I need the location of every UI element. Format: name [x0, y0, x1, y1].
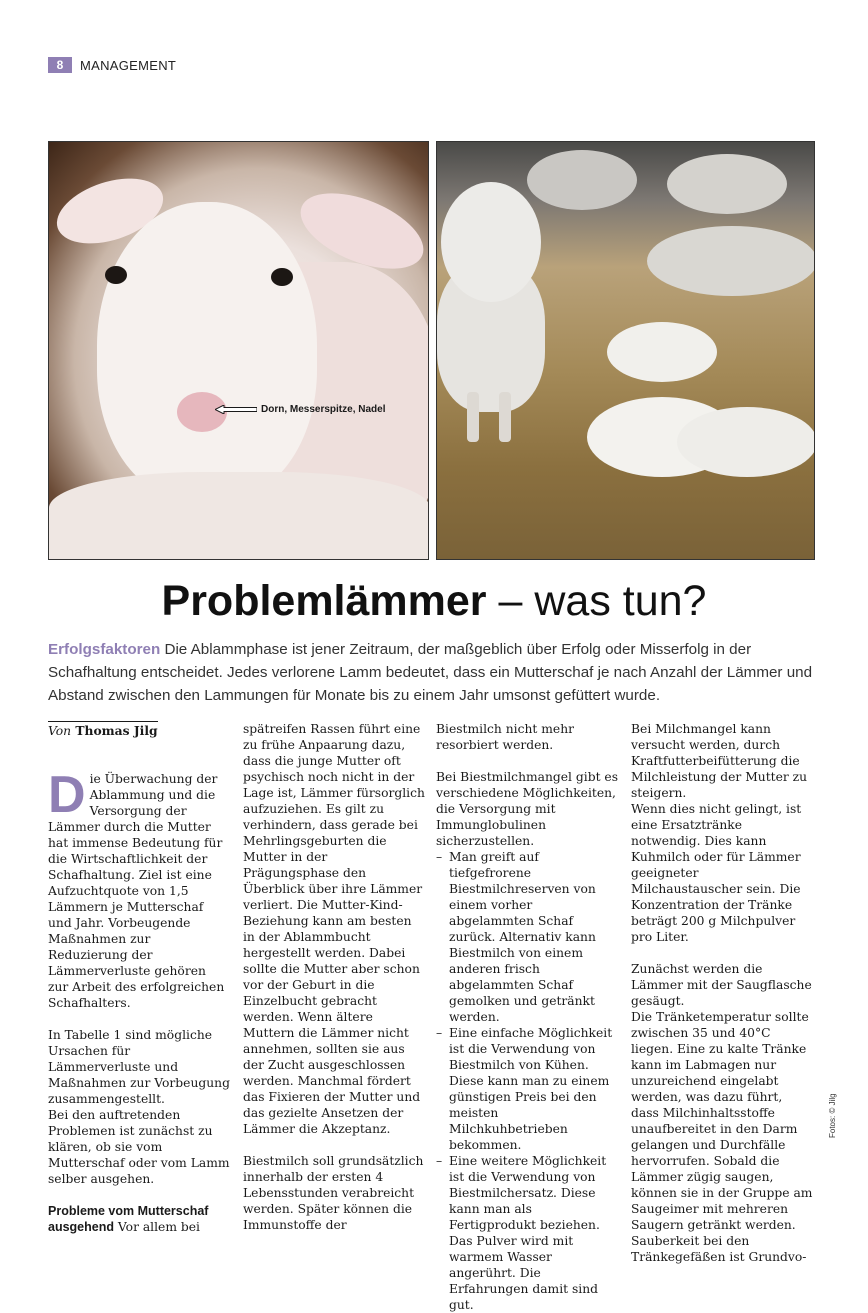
- lamb-lying-1: [607, 322, 717, 382]
- paragraph: [48, 1203, 230, 1235]
- lamb-lying-3: [677, 407, 815, 477]
- title-light: was tun?: [534, 577, 707, 625]
- lead-kicker: Erfolgsfaktoren: [48, 641, 161, 658]
- paragraph: Die Tränketemperatur sollte zwischen 35 und 40°C liegen. Eine zu kalte Tränke kann im Labmagen nur unzureichend eingelabt werden, was dazu führt, dass Milchinhaltsstoffe unaufbereitet in den Darm gelangen und Durchfälle hervorrufen. Sobald die Lämmer zügig saugen, können sie in der Gruppe am Saugeimer mit mehreren Saugern getränkt werden. Sauberkeit bei den Tränkegefäßen ist Grundvo-: [631, 1010, 813, 1264]
- paragraph: Biestmilch soll grundsätzlich innerhalb der ersten 4 Lebensstunden verabreicht werden. Später können die Immunstoffe der: [243, 1154, 424, 1232]
- paragraph: In Tabelle 1 sind mögliche Ursachen für Lämmerverluste und Maßnahmen zur Vorbeugung zusammengestellt.: [48, 1028, 230, 1106]
- photo-annotation: [215, 404, 385, 415]
- paragraph: Biestmilch nicht mehr resorbiert werden.: [436, 722, 574, 752]
- paragraph: Wenn dies nicht gelingt, ist eine Ersatztränke notwendig. Dies kann Kuhmilch oder für Lämmer geeigneter Milchaustauscher sein. Die Konzentration der Tränke beträgt 200 g Milchpulver pro Liter.: [631, 802, 802, 944]
- arrow-left-icon: [215, 405, 257, 414]
- column-1: [48, 721, 230, 1235]
- intro-text: ie Überwachung der Ablammung und die Versorgung der Lämmer durch die Mutter hat immense Bedeutung für die Wirtschaftlichkeit der Schafhaltung. Ziel ist eine Aufzuchtquote von 1,5 Lämmern je Mutterschaf und Jahr. Vorbeugende Maßnahmen zur Reduzierung der Lämmerverluste gehören zur Arbeit des erfolgreichen Schafhalters.: [48, 772, 225, 1010]
- spacer: [48, 1187, 230, 1203]
- sheep-lying: [647, 226, 815, 296]
- sheep-back-2: [667, 154, 787, 214]
- lead-paragraph: [48, 638, 818, 707]
- list-item: – Man greift auf tiefgefrorene Biestmilchreserven von einem vorher abgelammten Schaf zurück. Alternativ kann Biestmilch von einem anderen frisch abgelammten Schaf gemolken und getränkt werden.: [436, 849, 618, 1025]
- annotation-text: Dorn, Messerspitze, Nadel: [261, 404, 386, 415]
- lamb-head: [97, 202, 317, 502]
- paragraph: Bei den auftretenden Problemen ist zunächst zu klären, ob sie vom Mutterschaf oder vom Lamm selber ausgehen.: [48, 1108, 230, 1186]
- column-2: [243, 721, 425, 1233]
- paragraph: spätreifen Rassen führt eine zu frühe Anpaarung dazu, dass die junge Mutter oft psychisch noch nicht in der Lage ist, Lämmer fürsorglich aufzuziehen. Es gilt zu verhindern, dass gerade bei Mehrlingsgeburten die Mutter in der Prägungsphase den Überblick über ihre Lämmer verliert. Die Mutter-Kind-Beziehung kann am besten in der Ablammbucht hergestellt werden. Dabei sollte die Mutter aber schon vor der Geburt in die Einzelbucht gebracht werden. Wenn ältere Muttern die Lämmer nicht annehmen, sollten sie aus der Zucht ausgeschlossen werden. Manchmal fördert das Fixieren der Mutter und das gezielte Ansetzen der Lämmer die Akzeptanz.: [243, 722, 425, 1136]
- list-item: – Eine einfache Möglichkeit ist die Verwendung von Biestmilch von Kühen. Diese kann man zu einem günstigen Preis bei den meisten Milchkuhbetrieben bekommen.: [436, 1025, 618, 1153]
- page-header: [48, 56, 176, 74]
- spacer: [436, 753, 618, 769]
- sheep-photo: [436, 141, 815, 560]
- title-dash: –: [486, 577, 535, 625]
- lead-text: Die Ablammphase ist jener Zeitraum, der maßgeblich über Erfolg oder Misserfolg in der Schafhaltung entscheidet. Jedes verlorene Lamm bedeutet, dass ein Mutterschaf je nach Anzahl der Lämmer und Abstand zwischen den Lammungen für Monate bis zu einem Jahr umsonst gefüttert wurde.: [48, 641, 813, 704]
- paragraph: Bei Milchmangel kann versucht werden, durch Kraftfutterbeifütterung die Milchleistung der Mutter zu steigern.: [631, 722, 808, 800]
- column-4: [631, 721, 813, 1265]
- page-number: 8: [48, 57, 72, 73]
- byline-author: Thomas Jilg: [71, 723, 158, 738]
- lamb-eye-left: [105, 266, 127, 284]
- ewe-head: [441, 182, 541, 302]
- paragraph: Bei Biestmilchmangel gibt es verschiedene Möglichkeiten, die Versorgung mit Immunglobulinen sicherzustellen.: [436, 770, 619, 848]
- byline: [48, 721, 158, 739]
- paragraph-text: Vor allem bei: [114, 1220, 200, 1234]
- subheading: Probleme vom Mutterschaf ausgehend: [48, 1204, 209, 1234]
- list-item: – Eine weitere Möglichkeit ist die Verwendung von Biestmilchersatz. Diese kann man als Fertigprodukt beziehen. Das Pulver wird mit warmem Wasser angerührt. Die Erfahrungen damit sind gut.: [436, 1153, 618, 1313]
- photo-credit: Fotos: © Jilg: [828, 1093, 837, 1138]
- paragraph: Zunächst werden die Lämmer mit der Saugflasche gesäugt.: [631, 962, 812, 1008]
- lamb-photo: [48, 141, 429, 560]
- drop-cap: D: [48, 766, 86, 824]
- spacer: [631, 945, 813, 961]
- intro-paragraph: [48, 766, 230, 1011]
- article-title: [0, 577, 868, 626]
- lamb-eye-right: [271, 268, 293, 286]
- section-label: MANAGEMENT: [80, 57, 177, 73]
- sheep-back-1: [527, 150, 637, 210]
- ewe-leg: [467, 392, 479, 442]
- column-3: [436, 721, 618, 1313]
- ewe-leg: [499, 392, 511, 442]
- spacer: [48, 1011, 230, 1027]
- spacer: [243, 1137, 425, 1153]
- title-bold: Problemlämmer: [161, 577, 487, 625]
- spacer: [48, 739, 230, 755]
- byline-prefix: Von: [48, 724, 72, 738]
- lamb-legs: [49, 472, 429, 560]
